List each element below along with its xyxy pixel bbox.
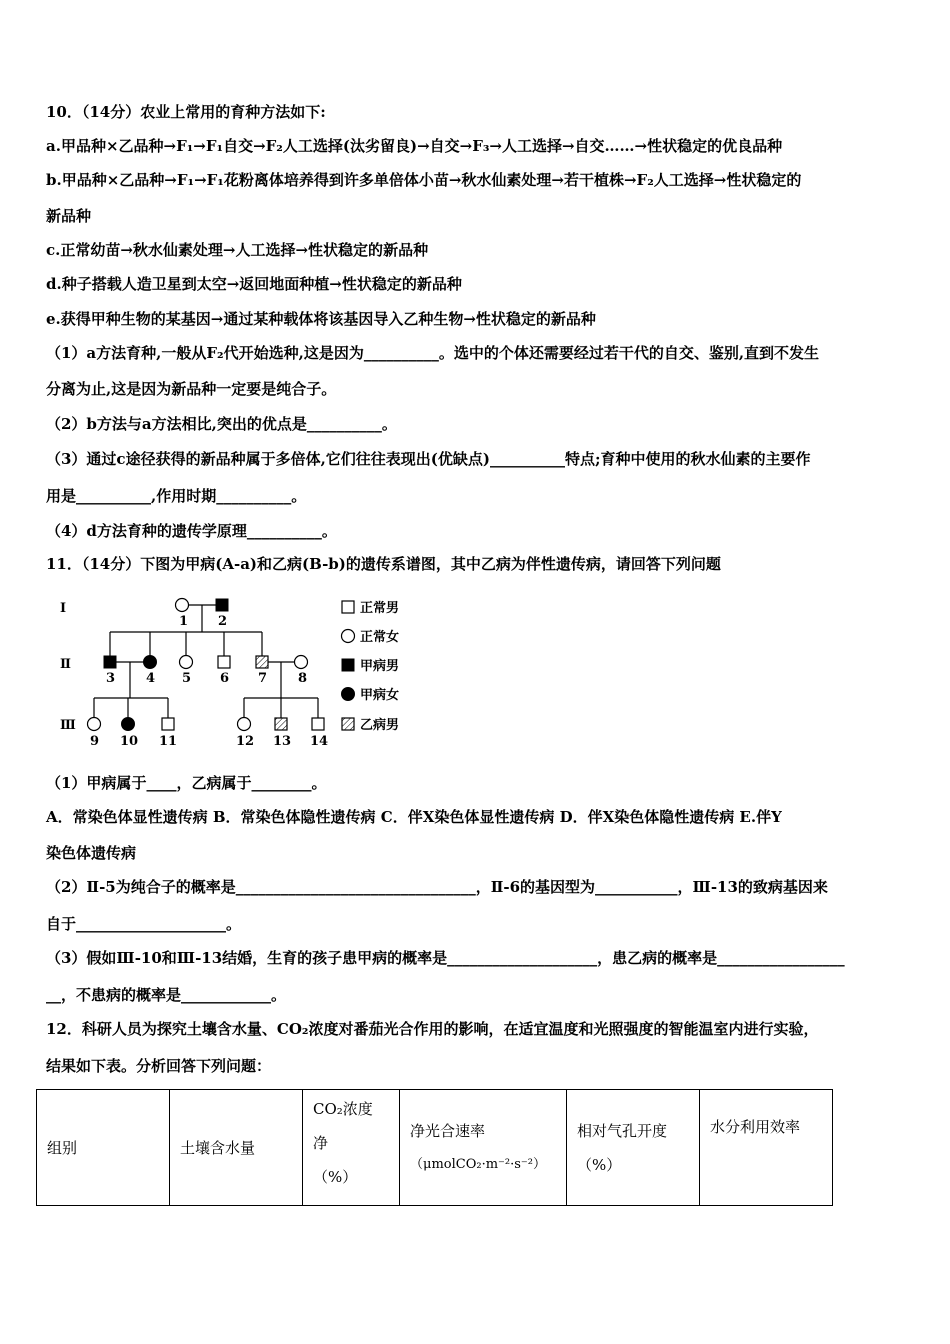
header-co2-line2: 净 xyxy=(313,1134,329,1152)
q11-part2-line2: 自于____________________。 xyxy=(46,915,242,933)
header-stomatal-line2: （%） xyxy=(577,1155,622,1174)
individual-4-affected-female-a xyxy=(144,656,157,669)
q10-method-c: c.正常幼苗→秋水仙素处理→人工选择→性状稳定的新品种 xyxy=(46,241,429,259)
header-co2-line1: CO₂浓度 xyxy=(313,1100,373,1118)
q10-method-a: a.甲品种×乙品种→F₁→F₁自交→F₂人工选择(汰劣留良)→自交→F₃→人工选择→自交……→性状稳定的优良品种 xyxy=(46,137,783,155)
generation-label: Ⅱ xyxy=(60,657,71,672)
individual-13-affected-male-b xyxy=(275,718,287,730)
individual-6-normal-male xyxy=(218,656,230,668)
individual-11-normal-male xyxy=(162,718,174,730)
individual-number: 8 xyxy=(298,671,308,686)
individual-number: 12 xyxy=(236,734,255,749)
legend-label: 正常男 xyxy=(360,601,400,616)
individual-9-normal-female xyxy=(88,718,101,731)
q12-line2: 结果如下表。分析回答下列问题： xyxy=(46,1057,272,1075)
header-co2-line3: （%） xyxy=(313,1168,358,1186)
individual-7-affected-male-b xyxy=(256,656,268,668)
individual-5-normal-female xyxy=(180,656,193,669)
header-soil-water: 土壤含水量 xyxy=(170,1090,303,1206)
header-co2 xyxy=(303,1090,400,1206)
header-stomatal-opening xyxy=(567,1090,700,1206)
legend-affected-female-a-symbol xyxy=(342,688,355,701)
individual-number: 6 xyxy=(220,671,230,686)
q12-line1: 12．科研人员为探究土壤含水量、CO₂浓度对番茄光合作用的影响，在适宜温度和光照强度的智能温室内进行实验， xyxy=(46,1020,819,1038)
header-water-use-efficiency: 水分利用效率 xyxy=(700,1090,833,1206)
legend-label: 乙病男 xyxy=(360,718,400,733)
q11-heading: 11．（14分）下图为甲病(A-a)和乙病(B-b)的遗传系谱图，其中乙病为伴性遗传病，请回答下列问题 xyxy=(46,555,721,573)
individual-12-normal-female xyxy=(238,718,251,731)
q10-method-b-line2: 新品种 xyxy=(46,207,92,225)
q10-method-b-line1: b.甲品种×乙品种→F₁→F₁花粉离体培养得到许多单倍体小苗→秋水仙素处理→若干植株→F₂人工选择→性状稳定的 xyxy=(46,171,802,189)
q11-options-line2: 染色体遗传病 xyxy=(46,844,137,862)
legend-normal-female-symbol xyxy=(342,630,355,643)
individual-1-normal-female xyxy=(176,599,189,612)
individual-number: 9 xyxy=(90,734,100,749)
header-stomatal-line1: 相对气孔开度 xyxy=(577,1121,668,1140)
legend-label: 正常女 xyxy=(360,630,400,645)
individual-number: 4 xyxy=(146,671,156,686)
q10-part3-line2: 用是__________,作用时期__________。 xyxy=(46,487,307,505)
q10-method-d: d.种子搭载人造卫星到太空→返回地面种植→性状稳定的新品种 xyxy=(46,275,462,293)
individual-number: 3 xyxy=(106,671,116,686)
legend-affected-male-b-symbol xyxy=(342,718,354,730)
table-header-row xyxy=(37,1090,833,1206)
results-table xyxy=(36,1089,833,1206)
individual-3-affected-male-a xyxy=(104,656,116,668)
individual-8-normal-female xyxy=(295,656,308,669)
individual-number: 1 xyxy=(179,614,189,629)
q10-heading: 10．（14分）农业上常用的育种方法如下: xyxy=(46,103,326,121)
header-net-photosynthesis-line1: 净光合速率 xyxy=(410,1121,486,1140)
individual-10-affected-female-a xyxy=(122,718,135,731)
q10-part3-line1: （3）通过c途径获得的新品种属于多倍体,它们往往表现出(优缺点)__________特点;育种中使用的秋水仙素的主要作 xyxy=(46,450,811,468)
individual-2-affected-male-a xyxy=(216,599,228,611)
header-group: 组别 xyxy=(37,1090,170,1206)
q10-part1-line2: 分离为止,这是因为新品种一定要是纯合子。 xyxy=(46,380,337,398)
generation-label: Ⅲ xyxy=(60,718,76,733)
q11-part1: （1）甲病属于____，乙病属于________。 xyxy=(46,774,327,792)
q11-part2-line1: （2）Ⅱ-5为纯合子的概率是________________________________，Ⅱ-6的基因型为___________，Ⅲ-13的致病基因来 xyxy=(46,878,828,896)
q10-part2: （2）b方法与a方法相比,突出的优点是__________。 xyxy=(46,415,397,433)
individual-number: 13 xyxy=(273,734,292,749)
header-net-photosynthesis xyxy=(400,1090,567,1206)
q10-method-e: e.获得甲种生物的某基因→通过某种载体将该基因导入乙种生物→性状稳定的新品种 xyxy=(46,310,596,328)
individual-14-normal-male xyxy=(312,718,324,730)
individual-number: 14 xyxy=(310,734,329,749)
individual-number: 5 xyxy=(182,671,192,686)
header-net-photosynthesis-unit: （μmolCO₂·m⁻²·s⁻²） xyxy=(410,1156,546,1172)
individual-number: 7 xyxy=(258,671,268,686)
individual-number: 2 xyxy=(218,614,228,629)
q11-part3-line1: （3）假如Ⅲ-10和Ⅲ-13结婚，生育的孩子患甲病的概率是____________________，患乙病的概率是_________________ xyxy=(46,949,845,967)
q11-options-line1: A．常染色体显性遗传病 B．常染色体隐性遗传病 C．伴X染色体显性遗传病 D．伴X染色体隐性遗传病 E.伴Y xyxy=(46,808,782,826)
pedigree-chart xyxy=(52,592,432,752)
legend-label: 甲病女 xyxy=(360,688,400,703)
q10-part1-line1: （1）a方法育种,一般从F₂代开始选种,这是因为__________。选中的个体还需要经过若干代的自交、鉴别,直到不发生 xyxy=(46,344,820,362)
individual-number: 11 xyxy=(159,734,178,749)
q11-part3-line2: __，不患病的概率是____________。 xyxy=(46,986,287,1004)
individual-number: 10 xyxy=(120,734,139,749)
legend-affected-male-a-symbol xyxy=(342,659,354,671)
q10-part4: （4）d方法育种的遗传学原理__________。 xyxy=(46,522,337,540)
generation-label: Ⅰ xyxy=(60,601,67,616)
legend-normal-male-symbol xyxy=(342,601,354,613)
legend-label: 甲病男 xyxy=(360,659,400,674)
